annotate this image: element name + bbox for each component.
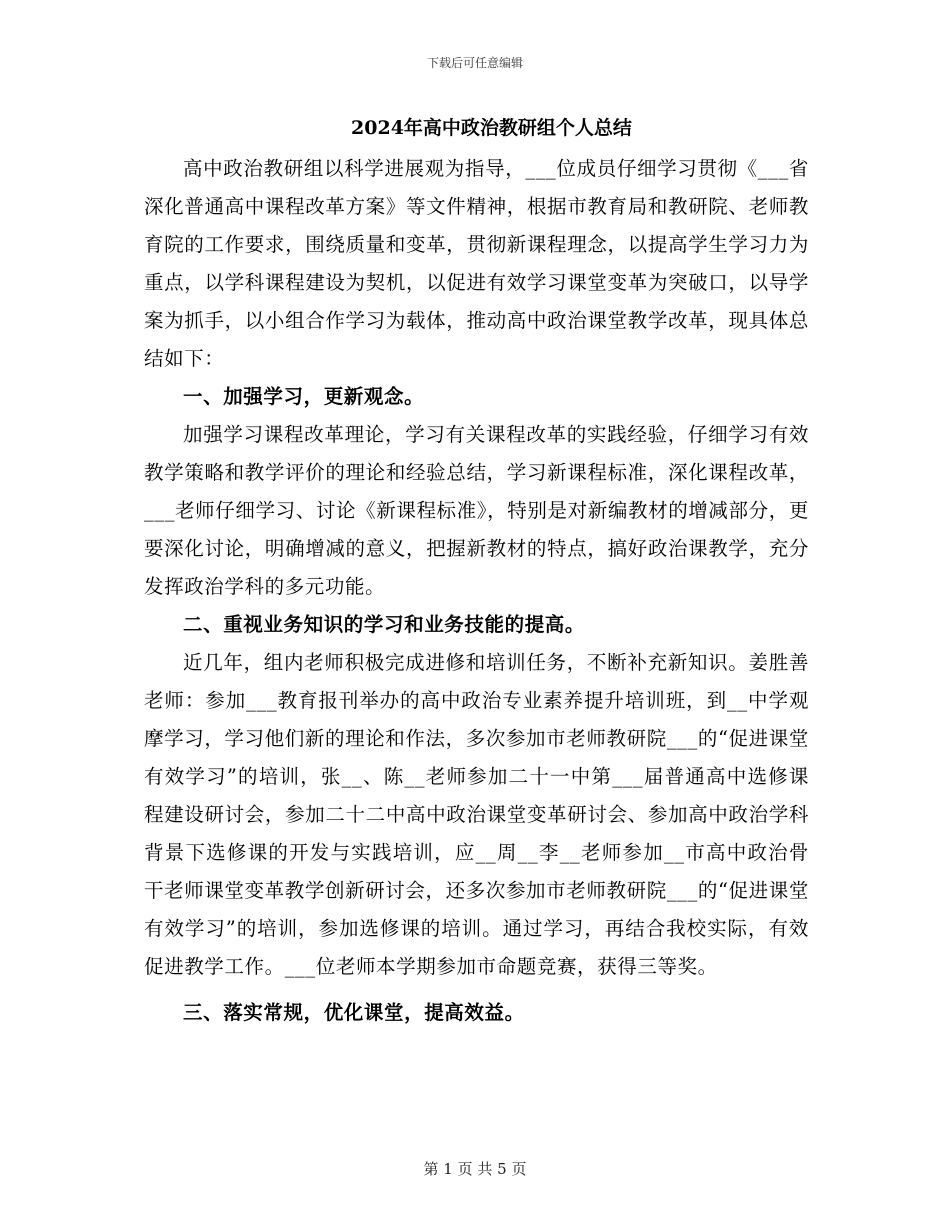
document-body — [144, 112, 809, 1032]
section-3-heading: 三、落实常规，优化课堂，提高效益。 — [183, 1001, 525, 1024]
section-2-paragraph: 近几年，组内老师积极完成进修和培训任务，不断补充新知识。姜胜善老师：参加___教育报刊举办的高中政治专业素养提升培训班，到__中学观摩学习，学习他们新的理论和作法，多次参加市老师教研院___的“促进课堂有效学习”的培训，张__、陈__老师参加二十一中第___届普通高中选修课程建设研讨会，参加二十二中高中政治课堂变革研讨会、参加高中政治学科背景下选修课的开发与实践培训，应__周__李__老师参加__市高中政治骨干老师课堂变革教学创新研讨会，还多次参加市老师教研院___的“促进课堂有效学习”的培训，参加选修课的培训。通过学习，再结合我校实际，有效促进教学工作。___位老师本学期参加市命题竞赛，获得三等奖。 — [144, 651, 809, 978]
intro-paragraph: 高中政治教研组以科学进展观为指导，___位成员仔细学习贯彻《___省深化普通高中课程改革方案》等文件精神，根据市教育局和教研院、老师教育院的工作要求，围绕质量和变革，贯彻新课程理念，以提高学生学习力为重点，以学科课程建设为契机，以促进有效学习课堂变革为突破口，以导学案为抓手，以小组合作学习为载体，推动高中政治课堂教学改革，现具体总结如下： — [144, 157, 809, 370]
document-title: 2024年高中政治教研组个人总结 — [351, 117, 632, 139]
section-2-heading: 二、重视业务知识的学习和业务技能的提高。 — [183, 613, 586, 636]
page-header: 下载后可任意编辑 — [426, 56, 523, 70]
section-1-paragraph: 加强学习课程改革理论，学习有关课程改革的实践经验，仔细学习有效教学策略和教学评价的理论和经验总结，学习新课程标准，深化课程改革，___老师仔细学习、讨论《新课程标准》，特别是对新编教材的增减部分，更要深化讨论，明确增减的意义，把握新教材的特点，搞好政治课教学，充分发挥政治学科的多元功能。 — [144, 423, 809, 598]
page-number: 第 1 页 共 5 页 — [423, 1160, 527, 1178]
section-1-heading: 一、加强学习，更新观念。 — [183, 385, 425, 408]
